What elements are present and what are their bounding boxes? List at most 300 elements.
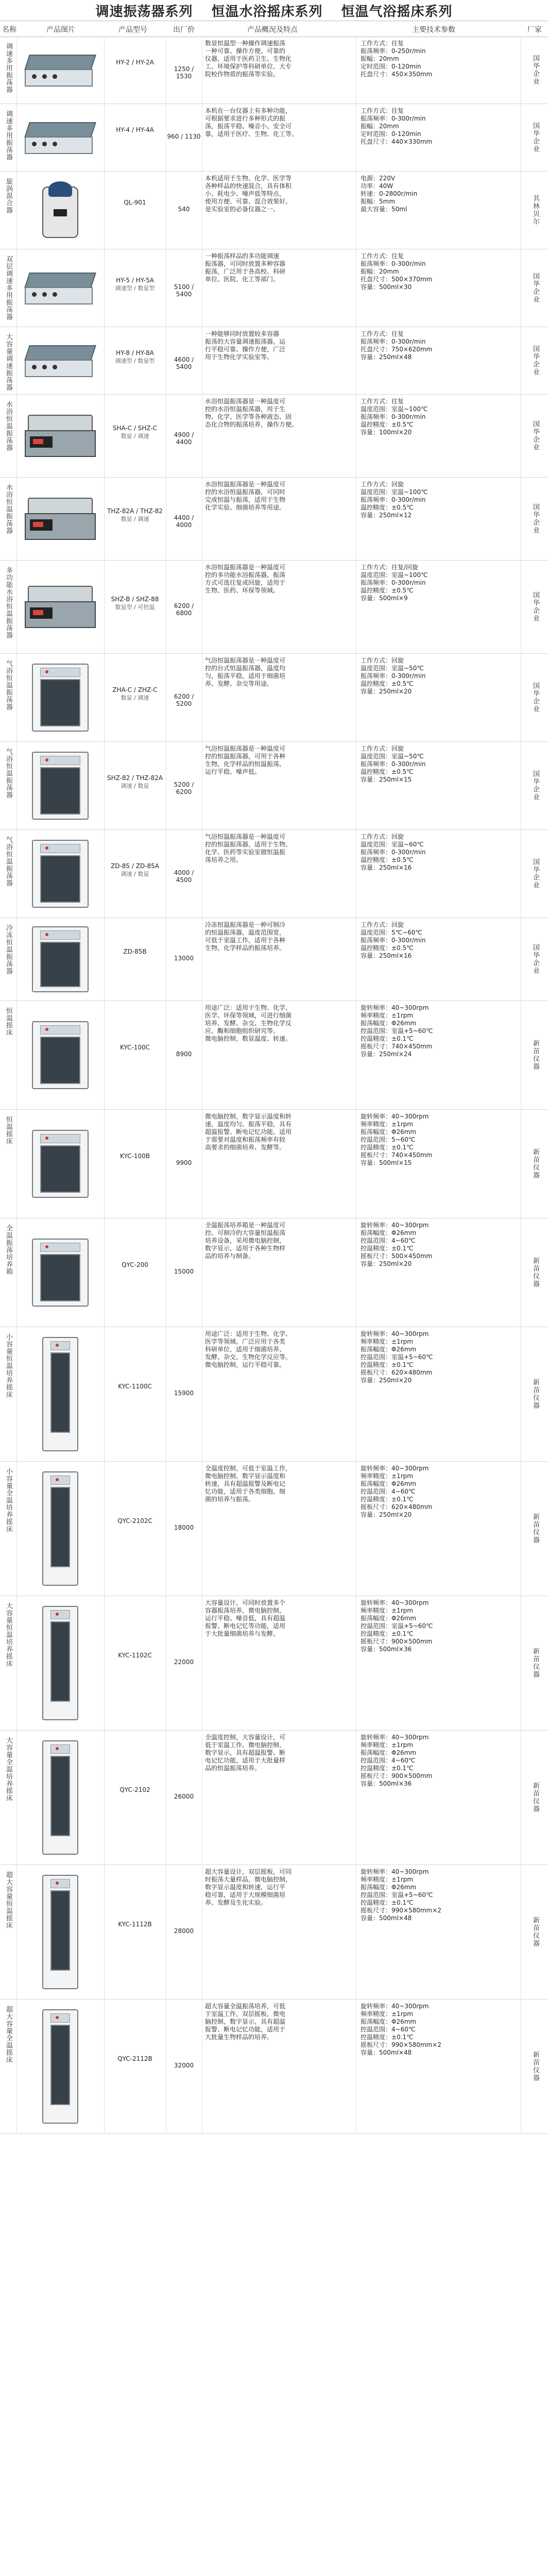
feature-line: 各种样品的快速混合，具有体积 xyxy=(205,182,292,190)
spec-line: 振荡频率：0-300r/min xyxy=(361,672,426,680)
spec-line: 容量：500ml×48 xyxy=(361,1914,412,1922)
spec-line: 频率精度：±1rpm xyxy=(361,1607,413,1614)
model-block xyxy=(104,774,166,790)
product-model: KYC-100B xyxy=(120,1153,150,1160)
product-model-cell xyxy=(104,1596,166,1730)
product-model-cell xyxy=(104,249,166,327)
maker-name: 新苗仪器 xyxy=(532,1917,539,1947)
bath-lid xyxy=(28,498,93,515)
feature-line: 超温报警、断电记忆功能，适用 xyxy=(205,1128,292,1136)
spec-line: 容量：500ml×30 xyxy=(361,283,412,291)
status-light xyxy=(56,2016,59,2019)
model-note: 数显 / 调速 xyxy=(121,516,149,522)
feature-line: 荡，振荡平稳、噪音小、安全可 xyxy=(205,123,292,130)
spec-line: 温度范围：室温~100℃ xyxy=(361,405,428,413)
feature-line: 高要求的细菌培养、发酵等。 xyxy=(205,1144,286,1151)
feature-line: 的恒温振荡器，温度范围宽， xyxy=(205,929,286,936)
shaker-platform xyxy=(24,273,96,288)
product-model: KYC-100C xyxy=(119,1044,150,1051)
product-image xyxy=(22,179,99,241)
feature-line: 控的恒温振荡器，适用于生物、 xyxy=(205,841,292,848)
control-knob xyxy=(42,142,47,146)
incubator-shaker-icon xyxy=(32,2007,89,2126)
feature-line: 用途广泛：适用于生物、化学、 xyxy=(205,1330,292,1337)
feature-line: 一种振荡样品的多功能调速 xyxy=(205,252,280,260)
product-name: 气浴恒温振荡器 xyxy=(5,836,12,887)
maker-name: 国华企业 xyxy=(532,944,539,975)
spec-line: 摇板尺寸：740×450mm xyxy=(361,1151,433,1159)
product-name: 恒温摇床 xyxy=(5,1116,12,1145)
water-bath-icon xyxy=(22,584,99,630)
spec-line: 振荡幅度：Φ26mm xyxy=(361,1128,417,1136)
product-price: 540 xyxy=(178,206,190,213)
spec-line: 容量：500ml×36 xyxy=(361,1646,412,1653)
product-image xyxy=(22,1873,99,1991)
product-model-cell xyxy=(104,654,166,741)
maker-name: 新苗仪器 xyxy=(532,1782,539,1813)
table-row xyxy=(0,1596,548,1731)
maker-cell xyxy=(521,395,548,477)
product-image-cell xyxy=(16,104,105,171)
product-specs-cell xyxy=(356,1731,521,1865)
maker-name: 新苗仪器 xyxy=(532,1379,539,1410)
feature-line: 培养设备，采用微电脑控制， xyxy=(205,1237,286,1244)
spec-line: 工作方式：回旋 xyxy=(361,833,404,840)
status-light xyxy=(45,1245,48,1248)
product-image xyxy=(22,269,99,307)
feature-line: 院校作物质的振荡等实验。 xyxy=(205,71,280,78)
product-model-cell xyxy=(104,830,166,918)
product-model-cell xyxy=(104,172,166,249)
maker-name: 国华企业 xyxy=(532,122,539,153)
incubator-shaker-icon xyxy=(32,1738,89,1857)
product-price-cell xyxy=(166,37,202,104)
product-image xyxy=(22,1335,99,1453)
status-light xyxy=(45,1028,48,1031)
maker-cell xyxy=(521,1218,548,1327)
product-price-cell xyxy=(166,742,202,829)
feature-line: 气浴恒温振荡器是一种温度可 xyxy=(205,833,286,840)
spec-line: 控温精度：±0.1℃ xyxy=(361,1144,414,1151)
product-name-cell xyxy=(0,104,17,171)
product-model: THZ-82A / THZ-82 xyxy=(107,507,163,515)
display xyxy=(33,439,43,444)
product-specs-cell xyxy=(356,742,521,829)
product-price-cell xyxy=(166,1999,202,2133)
maker-cell xyxy=(521,561,548,653)
product-specs-cell xyxy=(356,1596,521,1730)
viewing-window xyxy=(40,942,80,987)
feature-line: 全温度控制，可低于室温工作， xyxy=(205,1465,292,1472)
product-price: 4600 / 5400 xyxy=(174,356,194,370)
product-name-cell xyxy=(0,37,17,104)
header-name: 名称 xyxy=(2,26,16,34)
spec-line: 摇板尺寸：620×480mm xyxy=(361,1503,433,1511)
control-panel xyxy=(50,2013,70,2023)
spec-line: 摇板尺寸：900×500mm xyxy=(361,1638,433,1645)
water-bath-icon xyxy=(22,413,99,459)
spec-line: 摇板尺寸：620×480mm xyxy=(361,1369,433,1376)
control-knob xyxy=(42,365,47,369)
maker-cell xyxy=(521,1865,548,1999)
product-price: 4000 / 4500 xyxy=(174,869,194,884)
table-row xyxy=(0,327,548,395)
spec-line: 控温范围：5~60℃ xyxy=(361,1136,416,1143)
product-specs-cell xyxy=(356,1999,521,2133)
spec-line: 控温范围：室温+5~60℃ xyxy=(361,1027,433,1035)
product-price: 28000 xyxy=(174,1927,194,1935)
model-block xyxy=(104,686,166,702)
product-model: HY-8 / HY-8A xyxy=(116,349,154,357)
product-name-cell xyxy=(0,1110,17,1218)
product-model: QYC-2102C xyxy=(117,1517,152,1524)
feature-line: 用于生物化学实验室等。 xyxy=(205,353,273,361)
header-image: 产品图片 xyxy=(46,26,75,34)
product-name: 大容量恒温培养摇床 xyxy=(5,1602,12,1667)
bench-shaker-icon xyxy=(22,1019,99,1091)
model-block xyxy=(104,126,166,133)
product-name-cell xyxy=(0,478,17,560)
model-block xyxy=(104,1044,166,1051)
spec-line: 工作方式：回旋 xyxy=(361,745,404,752)
product-price-cell xyxy=(166,1110,202,1218)
product-image-cell xyxy=(16,172,105,249)
feature-line: 荡培养之用。 xyxy=(205,856,243,863)
product-image xyxy=(22,2007,99,2126)
feature-line: 全温度控制，大容量设计，可 xyxy=(205,1734,286,1741)
model-block xyxy=(104,507,166,523)
product-specs-cell xyxy=(356,561,521,653)
spec-line: 容量：250ml×20 xyxy=(361,1511,412,1518)
feature-line: 振荡，广泛用于各高校、科研 xyxy=(205,268,286,275)
table-row xyxy=(0,249,548,327)
feature-line: 微电脑控制，数字显示温度和转 xyxy=(205,1113,292,1120)
product-image xyxy=(22,584,99,630)
spec-line: 容量：250ml×20 xyxy=(361,688,412,695)
maker-name: 国华企业 xyxy=(532,770,539,801)
product-image xyxy=(22,496,99,542)
control-knob xyxy=(42,74,47,79)
spec-line: 旋转频率：40~300rpm xyxy=(361,1330,429,1337)
spec-line: 工作方式：回旋 xyxy=(361,921,404,928)
product-model-cell xyxy=(104,1999,166,2133)
status-light xyxy=(45,933,48,936)
feature-line: 品的培养与制备。 xyxy=(205,1252,255,1260)
product-name-cell xyxy=(0,249,17,327)
spec-line: 托盘尺寸：500×370mm xyxy=(361,276,433,283)
spec-line: 旋转频率：40~300rpm xyxy=(361,1222,429,1229)
product-image-cell xyxy=(16,830,105,918)
product-name: 调速多用振荡器 xyxy=(5,110,12,161)
spec-line: 工作方式：往复 xyxy=(361,398,404,405)
spec-line: 旋转频率：40~300rpm xyxy=(361,1734,429,1741)
product-price-cell xyxy=(166,1596,202,1730)
product-features-cell xyxy=(202,104,356,171)
feature-line: 控、可制冷的大容量恒温振荡 xyxy=(205,1229,286,1236)
table-row xyxy=(0,918,548,1001)
product-image xyxy=(22,924,99,994)
model-note: 调速 / 数显 xyxy=(121,783,149,789)
shaker-platform xyxy=(24,122,96,138)
product-specs-cell xyxy=(356,1865,521,1999)
header-features: 产品概况及特点 xyxy=(247,26,298,34)
control-panel xyxy=(50,1879,70,1888)
spec-line: 定时范围：0-120min xyxy=(361,130,421,138)
spec-line: 旋转频率：40~300rpm xyxy=(361,2003,429,2010)
control-knob xyxy=(32,74,37,79)
product-specs-cell xyxy=(356,1218,521,1327)
maker-cell xyxy=(521,1596,548,1730)
feature-line: 水浴恒温振荡器是一种温度可 xyxy=(205,398,286,405)
control-panel xyxy=(50,1476,70,1485)
maker-name: 国华企业 xyxy=(532,682,539,713)
header-model: 产品型号 xyxy=(118,26,147,34)
product-price: 4400 / 4000 xyxy=(174,514,194,529)
model-note: 调速型 / 数显型 xyxy=(115,358,155,364)
feature-line: 运行平稳、噪音低，具有超温 xyxy=(205,1615,286,1622)
table-row xyxy=(0,830,548,918)
product-model: QYC-200 xyxy=(122,1261,148,1268)
product-name: 水浴恒温振荡器 xyxy=(5,484,12,534)
model-block xyxy=(104,1517,166,1524)
model-block xyxy=(104,1921,166,1928)
table-row xyxy=(0,395,548,478)
maker-name: 新苗仪器 xyxy=(532,1513,539,1544)
table-row xyxy=(0,1731,548,1865)
spec-line: 振荡幅度：Φ26mm xyxy=(361,1884,417,1891)
product-model-cell xyxy=(104,1218,166,1327)
feature-line: 养、发酵及生化实验。 xyxy=(205,1899,267,1906)
product-model-cell xyxy=(104,1731,166,1865)
product-image-cell xyxy=(16,1001,105,1109)
product-features-cell xyxy=(202,561,356,653)
product-specs-cell xyxy=(356,37,521,104)
product-price: 6200 / 6800 xyxy=(174,602,194,617)
maker-name: 国华企业 xyxy=(532,55,539,86)
product-image-cell xyxy=(16,1596,105,1730)
product-model: HY-5 / HY-5A xyxy=(116,277,154,284)
spec-line: 托盘尺寸：440×330mm xyxy=(361,138,433,145)
product-name-cell xyxy=(0,654,17,741)
spec-line: 频率精度：±1rpm xyxy=(361,1121,413,1128)
product-image xyxy=(22,662,99,734)
spec-line: 振荡频率：0-300r/min xyxy=(361,338,426,345)
viewing-window xyxy=(40,1037,80,1084)
viewing-window xyxy=(50,2025,70,2105)
spec-line: 控温范围：室温+5~60℃ xyxy=(361,1353,433,1361)
product-features-cell xyxy=(202,395,356,477)
product-price-cell xyxy=(166,395,202,477)
product-features-cell xyxy=(202,1731,356,1865)
spec-line: 容量：250ml×16 xyxy=(361,864,412,871)
spec-line: 容量：250ml×48 xyxy=(361,353,412,361)
maker-name: 国华企业 xyxy=(532,503,539,534)
feature-line: 超大容量设计，双层摇板，可同 xyxy=(205,1868,292,1875)
spec-line: 振荡频率：0-300r/min xyxy=(361,937,426,944)
spec-line: 控温精度：±0.1℃ xyxy=(361,1035,414,1042)
spec-line: 控温精度：±0.1℃ xyxy=(361,1245,414,1252)
viewing-window xyxy=(50,1621,70,1702)
spec-line: 控温范围：4~60℃ xyxy=(361,1488,416,1495)
model-block xyxy=(104,1153,166,1160)
feature-line: 于需要对温度和振荡频率有较 xyxy=(205,1136,286,1143)
maker-cell xyxy=(521,104,548,171)
product-image-cell xyxy=(16,327,105,394)
product-name-cell xyxy=(0,1327,17,1461)
product-image-cell xyxy=(16,918,105,1001)
product-image xyxy=(22,52,99,89)
spec-line: 容量：100ml×20 xyxy=(361,429,412,436)
feature-line: 微电脑控制，数字显示温度和 xyxy=(205,1472,286,1480)
product-specs-cell xyxy=(356,830,521,918)
maker-name: 新苗仪器 xyxy=(532,2051,539,2082)
model-block xyxy=(104,2055,166,2062)
product-features-cell xyxy=(202,1110,356,1218)
feature-line: 发酵、杂交、生物化学反应等。 xyxy=(205,1353,292,1361)
spec-line: 振荡频率：0-300r/min xyxy=(361,115,426,122)
control-panel xyxy=(50,1744,70,1754)
spec-line: 工作方式：回旋 xyxy=(361,657,404,664)
feature-line: 气浴恒温振荡器是一种温度可 xyxy=(205,657,286,664)
shaker-platform xyxy=(24,345,96,361)
product-specs-cell xyxy=(356,654,521,741)
spec-line: 振荡频率：0-300r/min xyxy=(361,760,426,768)
control-panel xyxy=(50,1341,70,1350)
product-specs-cell xyxy=(356,395,521,477)
product-price: 5200 / 6200 xyxy=(174,781,194,795)
product-name-cell xyxy=(0,1462,17,1596)
bath-lid xyxy=(28,586,93,603)
header-price: 出厂价 xyxy=(173,26,195,34)
spec-line: 容量：250ml×24 xyxy=(361,1050,412,1058)
feature-line: 稳可靠，适用于大规模细菌培 xyxy=(205,1891,286,1899)
product-image-cell xyxy=(16,1218,105,1327)
spec-line: 频率精度：±1rpm xyxy=(361,2010,413,2018)
control-knob xyxy=(53,74,57,79)
product-name: 超大容量全温摇床 xyxy=(5,2006,12,2063)
bench-shaker-icon xyxy=(22,1128,99,1200)
spec-line: 振荡频率：0-300r/min xyxy=(361,579,426,586)
bench-shaker-icon xyxy=(22,750,99,822)
product-price: 18000 xyxy=(174,1524,194,1531)
shaker-platform xyxy=(24,55,96,70)
product-name: 双层调速多用振荡器 xyxy=(5,256,12,320)
feature-line: 控的多功能水浴振荡器，振荡 xyxy=(205,571,286,579)
control-knob xyxy=(32,142,37,146)
product-features-cell xyxy=(202,1218,356,1327)
spec-line: 工作方式：往复 xyxy=(361,330,404,337)
table-row xyxy=(0,172,548,249)
product-model-cell xyxy=(104,561,166,653)
product-image-cell xyxy=(16,1110,105,1218)
product-price-cell xyxy=(166,918,202,1001)
control-knob xyxy=(32,292,37,297)
feature-line: 态化合物的振荡培养，操作方便。 xyxy=(205,421,298,428)
spec-line: 容量：250ml×20 xyxy=(361,1260,412,1267)
feature-line: 单位、医院、化工等部门。 xyxy=(205,276,280,283)
bench-shaker-icon xyxy=(22,838,99,910)
feature-line: 培养、发酵、杂交、生物化学反 xyxy=(205,1020,292,1027)
feature-line: 本机适用于生物、化学、医学等 xyxy=(205,175,292,182)
product-specs-cell xyxy=(356,172,521,249)
product-features-cell xyxy=(202,830,356,918)
spec-line: 振荡幅度：Φ26mm xyxy=(361,1615,417,1622)
spec-line: 振幅：20mm xyxy=(361,268,399,275)
feature-line: 振荡器，可同时放置多种容器 xyxy=(205,260,286,267)
feature-line: 数字显示温度和转速，运行平 xyxy=(205,1884,286,1891)
model-block xyxy=(104,596,166,611)
spec-line: 温控精度：±0.5℃ xyxy=(361,587,414,594)
product-name: 冷冻恒温振荡器 xyxy=(5,924,12,975)
maker-cell xyxy=(521,327,548,394)
maker-cell xyxy=(521,1462,548,1596)
feature-line: 工、环境保护等科研单位、大专 xyxy=(205,63,292,70)
product-image-cell xyxy=(16,654,105,741)
feature-line: 一种可靠、操作方便、可靠的 xyxy=(205,47,286,55)
spec-line: 温度范围：室温~100℃ xyxy=(361,488,428,496)
feature-line: 大批量生物样品的培养。 xyxy=(205,2033,273,2041)
product-name: 全温振荡培养箱 xyxy=(5,1225,12,1275)
feature-line: 小、耗电少、噪声低等特点， xyxy=(205,190,286,197)
feature-line: 可根据要求进行多种形式的振 xyxy=(205,115,286,122)
water-bath-icon xyxy=(22,496,99,542)
product-price: 5100 / 5400 xyxy=(174,283,194,298)
feature-line: 化学、医药等实验室做恒温振 xyxy=(205,849,286,856)
spec-line: 摇板尺寸：900×500mm xyxy=(361,1772,433,1780)
table-row xyxy=(0,1001,548,1110)
feature-line: 使用方便、可靠、混合效果好。 xyxy=(205,198,292,205)
table-row xyxy=(0,1327,548,1462)
mixer-cap xyxy=(48,181,72,197)
spec-line: 温控精度：±0.5℃ xyxy=(361,768,414,775)
spec-line: 摇板尺寸：990×580mm×2 xyxy=(361,2041,441,2048)
product-model: KYC-1112B xyxy=(118,1921,152,1928)
product-name-cell xyxy=(0,830,17,918)
spec-line: 温控精度：±0.5℃ xyxy=(361,421,414,428)
spec-line: 最大容量：50ml xyxy=(361,206,407,213)
feature-line: 方式可选往复或回旋，适用于 xyxy=(205,579,286,586)
spec-line: 振幅：20mm xyxy=(361,123,399,130)
feature-line: 物、化学、医学等各种液态、固 xyxy=(205,413,292,420)
spec-line: 振荡幅度：Φ26mm xyxy=(361,1749,417,1756)
control-knob xyxy=(32,365,37,369)
product-price: 8900 xyxy=(176,1050,192,1058)
product-features-cell xyxy=(202,478,356,560)
control-panel xyxy=(50,1610,70,1619)
product-model-cell xyxy=(104,1001,166,1109)
maker-cell xyxy=(521,1110,548,1218)
status-light xyxy=(45,1137,48,1140)
table-row xyxy=(0,104,548,172)
feature-line: 数字显示，具有超温报警、断 xyxy=(205,1749,286,1756)
control-knob xyxy=(42,292,47,297)
feature-line: 于室温工作，双层摇板，微电 xyxy=(205,2010,286,2018)
product-features-cell xyxy=(202,1001,356,1109)
spec-line: 振荡幅度：Φ26mm xyxy=(361,1480,417,1487)
product-price: 960 / 1130 xyxy=(167,133,201,140)
model-block xyxy=(104,1786,166,1793)
shaker-flat-icon xyxy=(22,119,99,156)
product-name-cell xyxy=(0,742,17,829)
feature-line: 报警、断电记忆等功能，适用 xyxy=(205,1622,286,1630)
control-knob xyxy=(53,292,57,297)
table-row xyxy=(0,742,548,830)
spec-line: 控温精度：±0.1℃ xyxy=(361,2033,414,2041)
product-model-cell xyxy=(104,478,166,560)
spec-line: 控温精度：±0.1℃ xyxy=(361,1496,414,1503)
product-price-cell xyxy=(166,249,202,327)
status-light xyxy=(56,1747,59,1750)
